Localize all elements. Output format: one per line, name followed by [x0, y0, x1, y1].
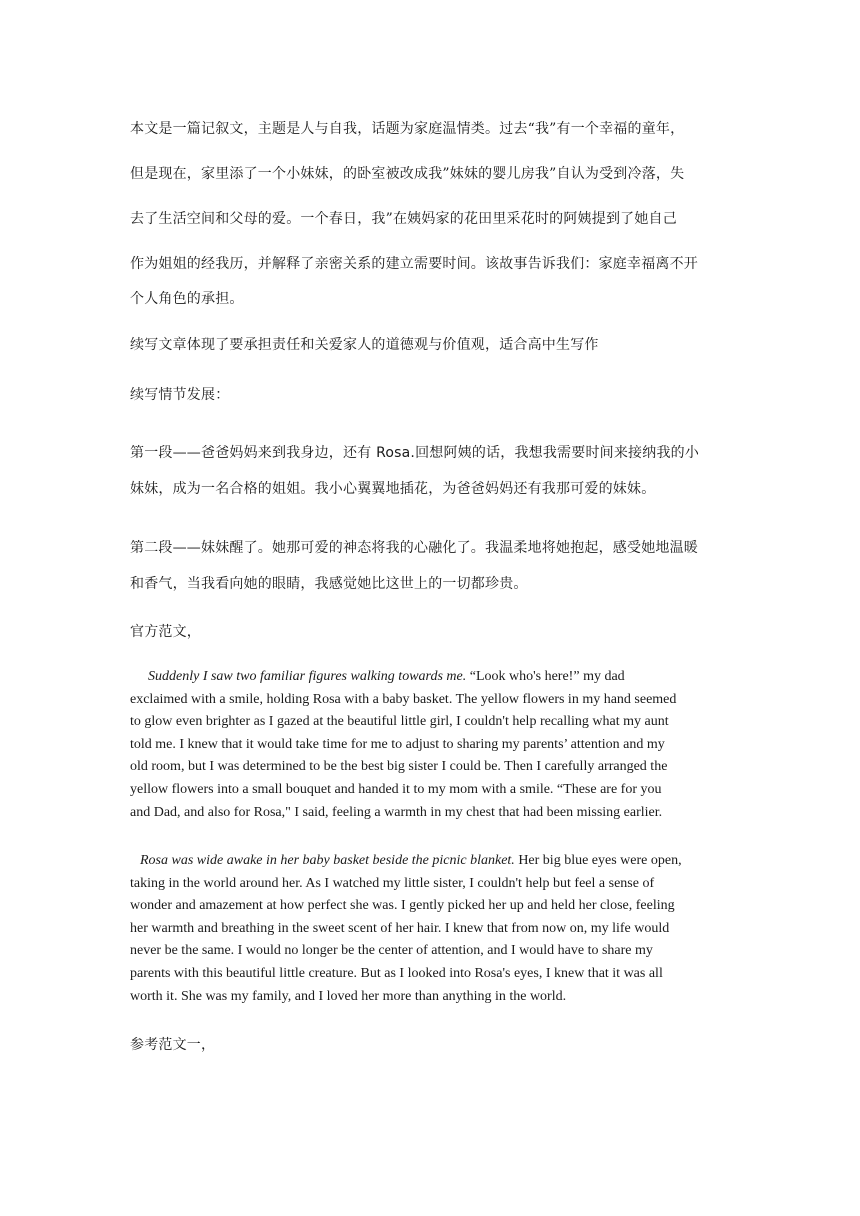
essay-paragraph-2 — [130, 850, 730, 1008]
plot-heading: 续写情节发展： — [130, 387, 230, 403]
essay2-line-2: taking in the world around her. As I watched my little sister, I couldn't help but feel a sense of — [130, 875, 655, 891]
essay2-line-6: parents with this beautiful little creature. But as I looked into Rosa's eyes, I knew that it was all — [130, 965, 663, 981]
para1-rest: 回想阿姨的话，我想我需要时间来接纳我的小 — [415, 445, 700, 461]
intro-line-4: 作为姐姐的经我历，并解释了亲密关系的建立需要时间。该故事告诉我们：家庭幸福离不开 — [130, 256, 698, 272]
essay2-line-3: wonder and amazement at how perfect she was. I gently picked her up and held her close, feeling — [130, 898, 675, 914]
essay1-line-3: to glow even brighter as I gazed at the beautiful little girl, I couldn't help recalling what my aunt — [130, 714, 669, 730]
essay2-line-4: her warmth and breathing in the sweet scent of her hair. I knew that from now on, my life would — [130, 920, 670, 936]
essay1-line-6: yellow flowers into a small bouquet and handed it to my mom with a smile. “These are for you — [130, 781, 662, 797]
intro-line-2: 但是现在，家里添了一个小妹妹，的卧室被改成我”妹妹的婴儿房我”自认为受到冷落，失 — [130, 166, 685, 182]
plot-paragraph-2-line-2: 和香气，当我看向她的眼睛，我感觉她比这世上的一切都珍贵。 — [130, 576, 528, 592]
essay1-line-2: exclaimed with a smile, holding Rosa with a baby basket. The yellow flowers in my hand seemed — [130, 691, 677, 707]
plot-paragraph-1-line-1 — [130, 442, 730, 462]
essay2-line-5: never be the same. I would no longer be the center of attention, and I would have to share my — [130, 943, 653, 959]
intro-line-5: 个人角色的承担。 — [130, 291, 244, 307]
values-note: 续写文章体现了要承担责任和关爱家人的道德观与价值观，适合高中生写作 — [130, 337, 599, 353]
reference-sample-label: 参考范文一， — [130, 1037, 216, 1053]
essay1-line-5: old room, but I was determined to be the best big sister I could be. Then I carefully arranged the — [130, 759, 668, 775]
essay1-line-1-rest: “Look who's here!” my dad — [466, 669, 625, 684]
essay1-line-7: and Dad, and also for Rosa," I said, feeling a warmth in my chest that had been missing earlier. — [130, 804, 663, 820]
essay-paragraph-1 — [130, 666, 730, 824]
essay1-line-4: told me. I knew that it would take time for me to adjust to sharing my parents’ attention and my — [130, 736, 665, 752]
intro-line-1: 本文是一篇记叙文，主题是人与自我，话题为家庭温情类。过去“我”有一个幸福的童年， — [130, 121, 685, 137]
essay2-line-1-rest: Her big blue eyes were open, — [514, 853, 682, 868]
essay2-line-7: worth it. She was my family, and I loved her more than anything in the world. — [130, 988, 567, 1004]
plot-paragraph-1-line-2: 妹妹，成为一名合格的姐姐。我小心翼翼地插花，为爸爸妈妈还有我那可爱的妹妹。 — [130, 481, 656, 497]
official-sample-label: 官方范文， — [130, 624, 201, 640]
para1-prefix: 第一段——爸爸妈妈来到我身边，还有 — [130, 445, 377, 461]
essay1-opening: Suddenly I saw two familiar figures walking towards me. — [148, 669, 467, 684]
para1-name: Rosa. — [376, 445, 416, 461]
intro-line-3: 去了生活空间和父母的爱。一个春日，我”在姨妈家的花田里采花时的阿姨提到了她自己 — [130, 211, 677, 227]
essay2-line-1 — [130, 850, 730, 873]
essay2-opening: Rosa was wide awake in her baby basket beside the picnic blanket. — [140, 853, 515, 868]
plot-paragraph-2-line-1: 第二段——妹妹醒了。她那可爱的神态将我的心融化了。我温柔地将她抱起，感受她地温暖 — [130, 540, 698, 556]
essay1-line-1 — [130, 666, 730, 689]
